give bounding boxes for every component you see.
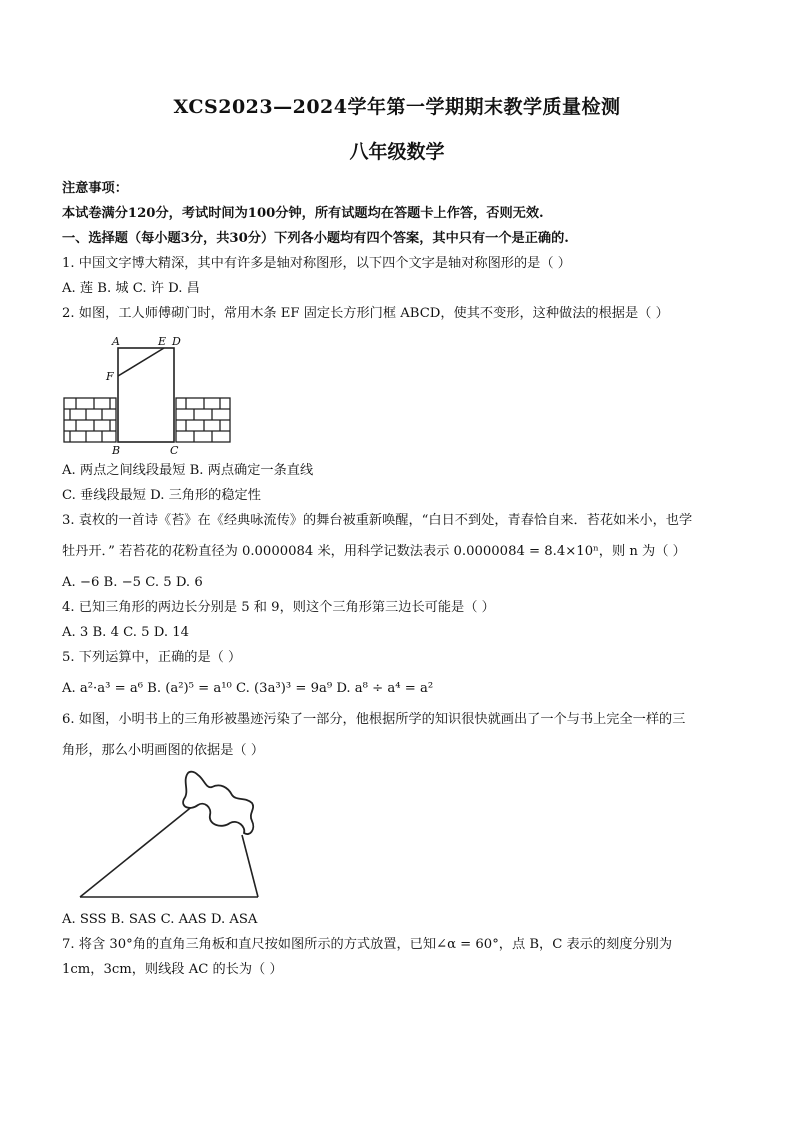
q6-stem-line2: 角形，那么小明画图的依据是（ ） [62, 743, 265, 758]
q2-door-figure [62, 336, 732, 456]
label-f: F [106, 370, 114, 383]
triangle-right-side [242, 835, 258, 897]
notice-text: 本试卷满分120分，考试时间为100分钟，所有试题均在答题卡上作答，否则无效. [62, 206, 544, 221]
label-c: C [170, 444, 179, 456]
q3-options: A. −6 B. −5 C. 5 D. 6 [62, 575, 203, 590]
q6-stem-line1: 6. 如图，小明书上的三角形被墨迹污染了一部分，他根据所学的知识很快就画出了一个与书上完全一样的三 [62, 712, 686, 727]
exam-title: XCS2023—2024学年第一学期期末教学质量检测 [173, 96, 621, 118]
door-frame-diagram [62, 336, 242, 456]
ink-stain [183, 772, 253, 834]
q6-triangle-figure [62, 767, 732, 905]
q1-stem: 1. 中国文字博大精深，其中有许多是轴对称图形，以下四个文字是轴对称图形的是（ ） [62, 256, 571, 271]
q7-stem-line2: 1cm，3cm，则线段 AC 的长为（ ） [62, 962, 283, 977]
section1-heading: 一、选择题（每小题3分，共30分）下列各小题均有四个答案，其中只有一个是正确的. [62, 231, 569, 246]
label-e: E [158, 336, 167, 348]
q3-stem-line2: 牡丹开．” 若苔花的花粉直径为 0.0000084 米，用科学记数法表示 0.0000084 = 8.4×10ⁿ，则 n 为（ ） [62, 544, 686, 559]
door-frame-abcd [118, 348, 174, 442]
q4-options: A. 3 B. 4 C. 5 D. 14 [62, 625, 189, 640]
triangle-left-side [80, 805, 194, 897]
q5-stem: 5. 下列运算中，正确的是（ ） [62, 650, 242, 665]
exam-subtitle: 八年级数学 [349, 141, 445, 163]
q2-options-row2: C. 垂线段最短 D. 三角形的稳定性 [62, 488, 261, 503]
q7-stem-line1: 7. 将含 30°角的直角三角板和直尺按如图所示的方式放置，已知∠α = 60°，点 B，C 表示的刻度分别为 [62, 937, 673, 952]
notice-label: 注意事项： [62, 181, 128, 196]
q4-stem: 4. 已知三角形的两边长分别是 5 和 9，则这个三角形第三边长可能是（ ） [62, 600, 495, 615]
q3-stem-line1: 3. 袁枚的一首诗《苔》在《经典咏流传》的舞台被重新唤醒，“白日不到处，青春恰自来．苔花如米小，也学 [62, 513, 693, 528]
label-d: D [172, 336, 181, 348]
stained-triangle-diagram [62, 767, 272, 905]
q2-options-row1: A. 两点之间线段最短 B. 两点确定一条直线 [62, 463, 314, 478]
right-wall [176, 398, 230, 442]
q6-options: A. SSS B. SAS C. AAS D. ASA [62, 912, 258, 927]
q2-stem: 2. 如图，工人师傅砌门时，常用木条 EF 固定长方形门框 ABCD，使其不变形，这种做法的根据是（ ） [62, 306, 669, 321]
label-a: A [112, 336, 120, 348]
q5-options: A. a²·a³ = a⁶ B. (a²)⁵ = a¹⁰ C. (3a³)³ = 9a⁹ D. a⁸ ÷ a⁴ = a² [62, 681, 434, 696]
q1-options: A. 莲 B. 城 C. 许 D. 昌 [62, 281, 200, 296]
exam-page [62, 92, 732, 982]
label-b: B [112, 444, 121, 456]
left-wall [64, 398, 116, 442]
